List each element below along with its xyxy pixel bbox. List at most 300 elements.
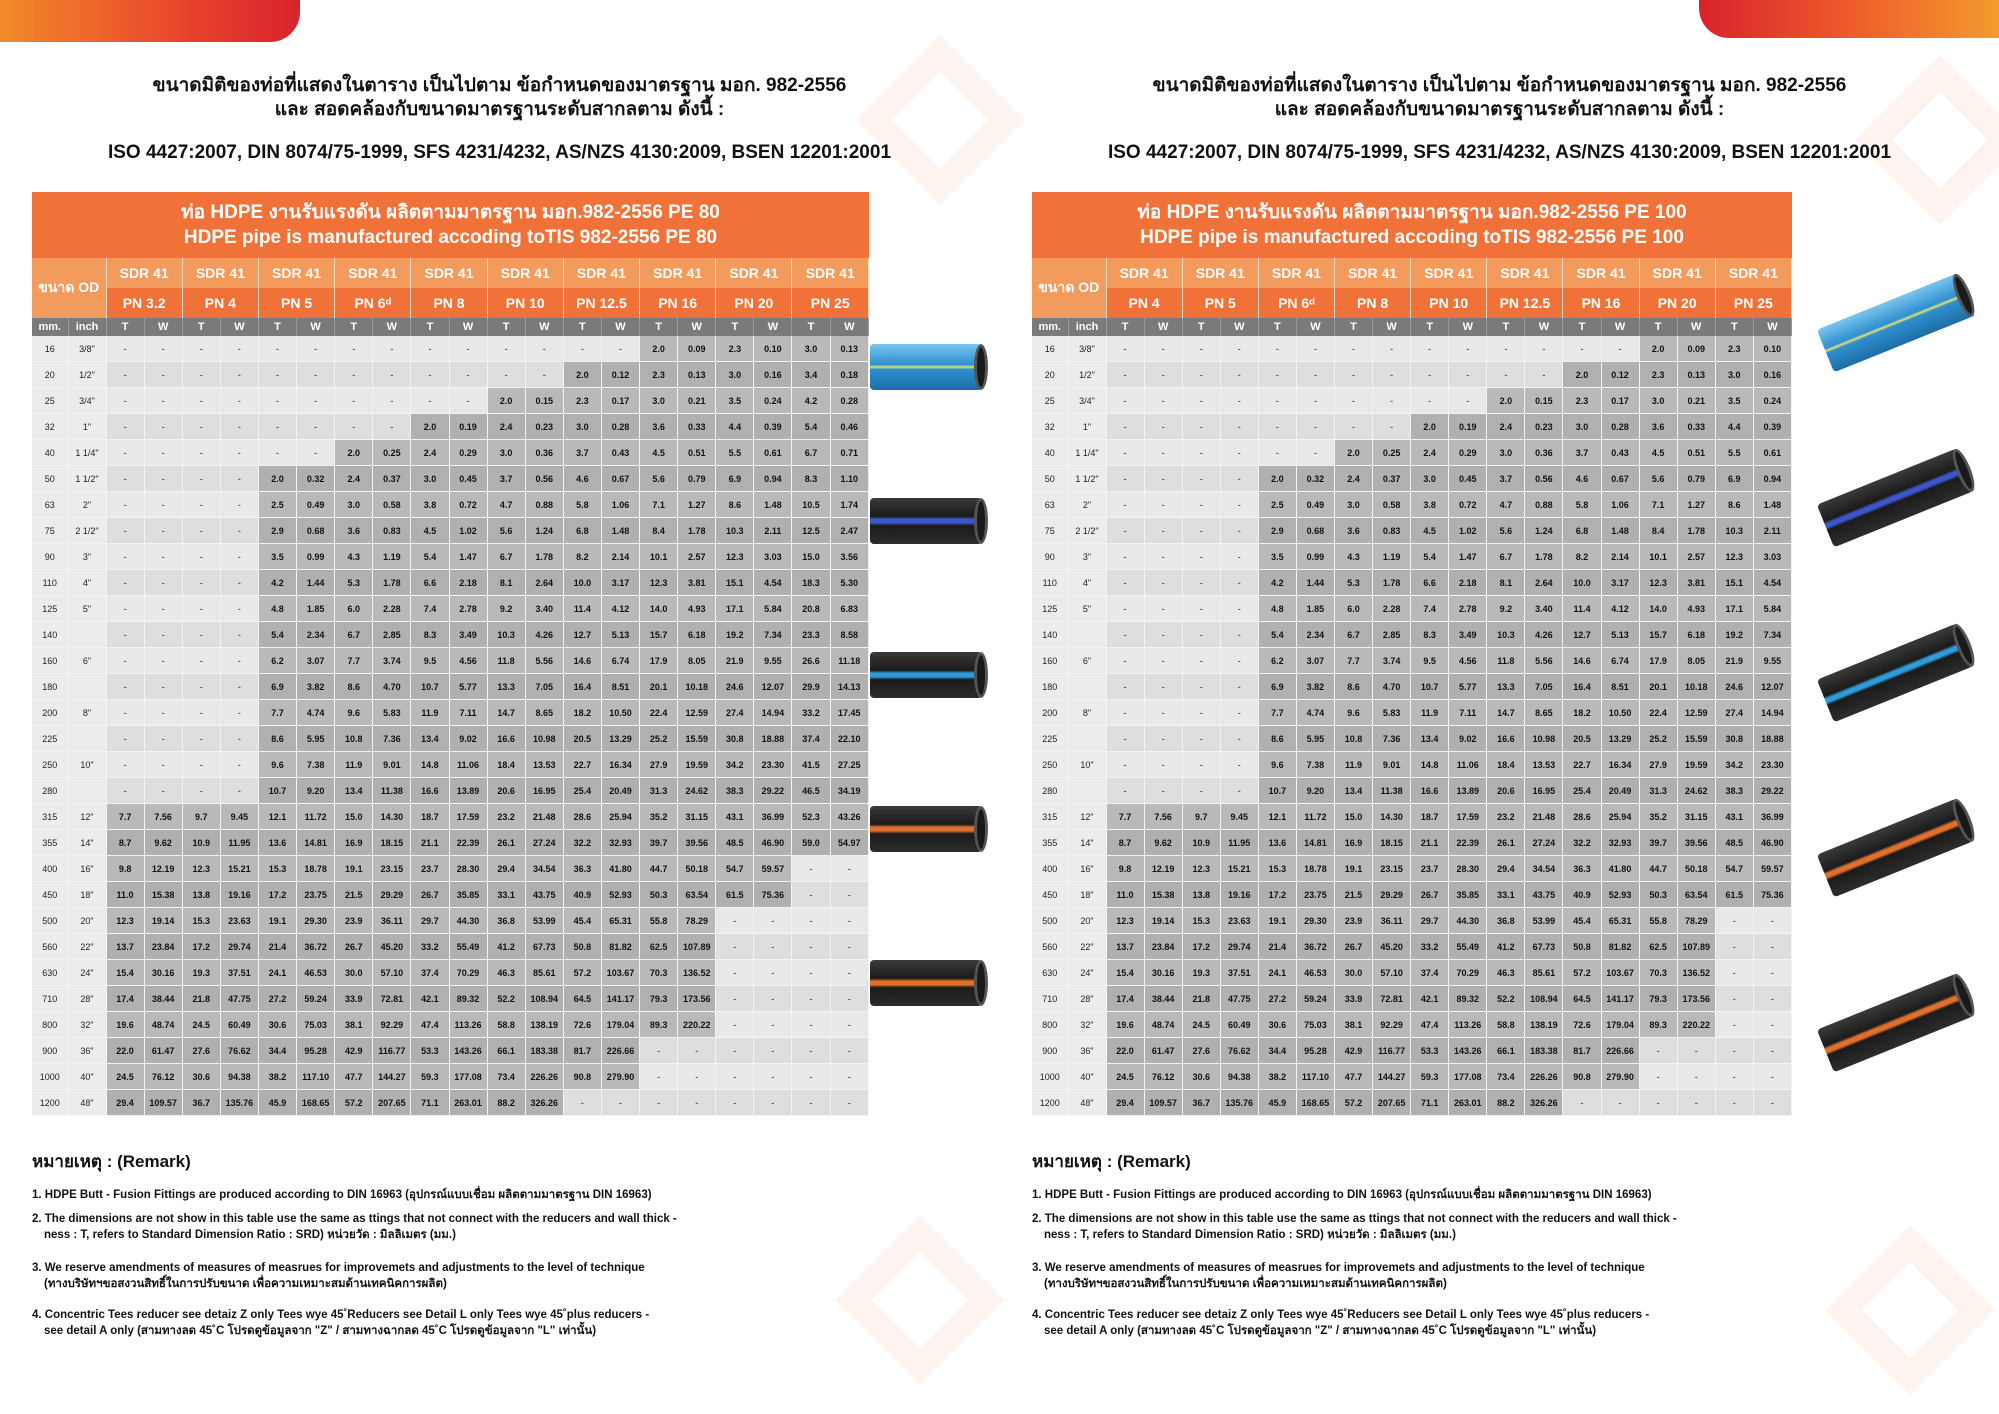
weight-header: W <box>1220 318 1258 336</box>
table-cell: 3.0 <box>716 362 754 388</box>
table-cell: 40.9 <box>1563 882 1601 908</box>
table-cell: 53.99 <box>1525 908 1563 934</box>
table-cell: 66.1 <box>487 1038 525 1064</box>
table-cell: - <box>678 1064 716 1090</box>
pn-label: PN 12.5 <box>1487 288 1563 318</box>
table-cell: 29.22 <box>754 778 792 804</box>
table-cell: 19.14 <box>144 908 182 934</box>
od-inch-cell: 20" <box>1068 908 1106 934</box>
table-cell: 1.19 <box>373 544 411 570</box>
table-cell: 168.65 <box>297 1090 335 1116</box>
table-cell: 3.56 <box>830 544 868 570</box>
table-cell: - <box>220 674 258 700</box>
table-cell: 3.7 <box>1487 466 1525 492</box>
thickness-header: T <box>106 318 144 336</box>
sdr-label: SDR 41 <box>182 258 258 288</box>
table-cell: 10.8 <box>1334 726 1372 752</box>
table-cell: - <box>1753 1012 1791 1038</box>
remark-line: 3. We reserve amendments of measures of measrues for improvemets and adjustments to the level of technique <box>32 1262 645 1274</box>
table-cell: 8.05 <box>678 648 716 674</box>
table-cell: 20.8 <box>792 596 830 622</box>
table-cell: 2.11 <box>754 518 792 544</box>
table-cell: 61.5 <box>1715 882 1753 908</box>
table-cell: 29.29 <box>373 882 411 908</box>
table-cell: 31.15 <box>1677 804 1715 830</box>
table-cell: 30.16 <box>144 960 182 986</box>
table-cell: - <box>144 674 182 700</box>
table-cell: 20.6 <box>1487 778 1525 804</box>
table-cell: 32.93 <box>601 830 639 856</box>
table-row <box>1032 414 1792 440</box>
remark-line: (ทางบริษัทฯขอสงวนสิทธิ์ในการปรับขนาด เพื่อความเหมาะสมด้านเทคนิคการผลิต) <box>1044 1278 1447 1290</box>
table-cell: 27.6 <box>182 1038 220 1064</box>
table-cell: 1.44 <box>297 570 335 596</box>
table-cell: 23.2 <box>1487 804 1525 830</box>
table-cell: 22.4 <box>1639 700 1677 726</box>
table-cell: 136.52 <box>678 960 716 986</box>
remark-line: 2. The dimensions are not show in this table use the same as ttings that not connect with the reducers and wall thick - <box>32 1213 677 1225</box>
od-mm-cell: 450 <box>32 882 68 908</box>
table-cell: - <box>1182 336 1220 362</box>
table-cell: 36.11 <box>373 908 411 934</box>
table-cell: 0.33 <box>678 414 716 440</box>
table-cell: 6.7 <box>1487 544 1525 570</box>
table-cell: - <box>258 414 296 440</box>
table-row <box>32 1012 869 1038</box>
page-pe80 <box>0 0 999 1414</box>
table-cell: 22.0 <box>1106 1038 1144 1064</box>
table-cell: 4.5 <box>411 518 449 544</box>
od-mm-cell: 560 <box>1032 934 1068 960</box>
table-cell: 6.9 <box>1715 466 1753 492</box>
table-cell: - <box>1715 960 1753 986</box>
table-row <box>1032 492 1792 518</box>
table-cell: - <box>1144 414 1182 440</box>
od-mm-cell: 50 <box>32 466 68 492</box>
table-cell: 2.0 <box>1258 466 1296 492</box>
table-title-thai: ท่อ HDPE งานรับแรงดัน ผลิตตามมาตรฐาน มอก.982-2556 PE 100 <box>1137 202 1687 223</box>
table-row <box>32 544 869 570</box>
table-cell: - <box>144 440 182 466</box>
table-cell: - <box>106 362 144 388</box>
remark-line: 1. HDPE Butt - Fusion Fittings are produced according to DIN 16963 (อุปกรณ์แบบเชื่อม ผลิตตามมาตรฐาน DIN 16963) <box>1032 1189 1652 1201</box>
table-cell: 11.72 <box>297 804 335 830</box>
table-cell: - <box>1144 648 1182 674</box>
table-cell: 37.51 <box>1220 960 1258 986</box>
table-cell: 0.94 <box>1753 466 1791 492</box>
table-cell: - <box>1182 362 1220 388</box>
table-cell: 29.29 <box>1373 882 1411 908</box>
od-inch-cell: 1 1/4" <box>1068 440 1106 466</box>
table-cell: 23.15 <box>1373 856 1411 882</box>
table-cell: 9.55 <box>754 648 792 674</box>
table-cell: 7.7 <box>1258 700 1296 726</box>
table-cell: 107.89 <box>678 934 716 960</box>
table-cell: 0.32 <box>1296 466 1334 492</box>
table-cell: 0.10 <box>1753 336 1791 362</box>
table-row <box>1032 726 1792 752</box>
table-cell: 6.8 <box>1563 518 1601 544</box>
weight-header: W <box>1296 318 1334 336</box>
table-cell: 54.97 <box>830 830 868 856</box>
table-cell: 2.0 <box>1487 388 1525 414</box>
table-cell: 3.6 <box>1639 414 1677 440</box>
table-cell: - <box>1373 362 1411 388</box>
od-mm-cell: 75 <box>32 518 68 544</box>
table-cell: - <box>1639 1038 1677 1064</box>
table-cell: 13.53 <box>525 752 563 778</box>
table-cell: 2.0 <box>640 336 678 362</box>
table-cell: - <box>1753 960 1791 986</box>
table-cell: 3.07 <box>1296 648 1334 674</box>
table-cell: 11.9 <box>1334 752 1372 778</box>
table-cell: 28.30 <box>449 856 487 882</box>
table-cell: 5.8 <box>1563 492 1601 518</box>
table-cell: - <box>1144 570 1182 596</box>
table-cell: 36.8 <box>487 908 525 934</box>
table-cell: - <box>601 1090 639 1116</box>
remark-line: ness : T, refers to Standard Dimension Ratio : SRD) หน่วยวัด : มิลลิเมตร (มม.) <box>44 1229 456 1241</box>
table-cell: 50.3 <box>1639 882 1677 908</box>
table-cell: 18.78 <box>297 856 335 882</box>
table-cell: 35.85 <box>1449 882 1487 908</box>
table-cell: 50.18 <box>1677 856 1715 882</box>
table-cell: 89.32 <box>449 986 487 1012</box>
table-cell: 3.49 <box>1449 622 1487 648</box>
table-cell: 19.1 <box>258 908 296 934</box>
thickness-header: T <box>1182 318 1220 336</box>
table-cell: 14.94 <box>1753 700 1791 726</box>
table-cell: 8.3 <box>1411 622 1449 648</box>
table-cell: 220.22 <box>678 1012 716 1038</box>
iso-standards: ISO 4427:2007, DIN 8074/75-1999, SFS 4231/4232, AS/NZS 4130:2009, BSEN 12201:2001 <box>1107 142 1892 163</box>
table-cell: 36.8 <box>1487 908 1525 934</box>
table-cell: 61.5 <box>716 882 754 908</box>
table-cell: 6.18 <box>678 622 716 648</box>
table-cell: 14.7 <box>487 700 525 726</box>
table-cell: 4.70 <box>373 674 411 700</box>
table-cell: 143.26 <box>449 1038 487 1064</box>
table-cell: 0.16 <box>1753 362 1791 388</box>
table-cell: 4.3 <box>1334 544 1372 570</box>
table-row <box>1032 960 1792 986</box>
table-cell: 26.7 <box>335 934 373 960</box>
table-cell: 3.8 <box>1411 492 1449 518</box>
table-cell: 5.3 <box>335 570 373 596</box>
table-cell: 4.93 <box>678 596 716 622</box>
table-cell: - <box>144 570 182 596</box>
table-cell: 63.54 <box>678 882 716 908</box>
table-cell: 263.01 <box>1449 1090 1487 1116</box>
table-cell: 61.47 <box>144 1038 182 1064</box>
table-cell: - <box>1334 362 1372 388</box>
table-cell: 30.6 <box>1258 1012 1296 1038</box>
iso-standards: ISO 4427:2007, DIN 8074/75-1999, SFS 4231/4232, AS/NZS 4130:2009, BSEN 12201:2001 <box>107 142 892 163</box>
table-cell: 1.85 <box>297 596 335 622</box>
weight-header: W <box>601 318 639 336</box>
table-cell: - <box>335 414 373 440</box>
table-cell: 11.8 <box>487 648 525 674</box>
table-cell: 36.11 <box>1373 908 1411 934</box>
od-mm-cell: 16 <box>32 336 68 362</box>
table-cell: - <box>1182 414 1220 440</box>
table-cell: 3.49 <box>449 622 487 648</box>
od-mm-cell: 25 <box>1032 388 1068 414</box>
table-cell: - <box>220 570 258 596</box>
table-cell: 0.67 <box>1601 466 1639 492</box>
pn-label: PN 5 <box>1182 288 1258 318</box>
table-cell: 2.3 <box>1715 336 1753 362</box>
table-cell: - <box>1753 1064 1791 1090</box>
thickness-header: T <box>716 318 754 336</box>
od-mm-cell: 125 <box>1032 596 1068 622</box>
remark-title: หมายเหตุ : (Remark) <box>1032 1152 1191 1171</box>
thickness-header: T <box>640 318 678 336</box>
table-cell: 3.07 <box>297 648 335 674</box>
table-cell: 0.29 <box>1449 440 1487 466</box>
table-cell: 0.49 <box>1296 492 1334 518</box>
table-cell: 1.78 <box>525 544 563 570</box>
od-inch-cell: 40" <box>68 1064 106 1090</box>
od-mm-cell: 160 <box>1032 648 1068 674</box>
table-cell: 30.6 <box>1182 1064 1220 1090</box>
table-cell: 65.31 <box>601 908 639 934</box>
table-cell: 15.3 <box>1182 908 1220 934</box>
od-inch-cell: 1" <box>1068 414 1106 440</box>
table-cell: - <box>1106 544 1144 570</box>
table-cell: - <box>1601 336 1639 362</box>
table-cell: 8.6 <box>258 726 296 752</box>
table-cell: 9.5 <box>1411 648 1449 674</box>
table-cell: 10.50 <box>601 700 639 726</box>
remark-line: (ทางบริษัทฯขอสงวนสิทธิ์ในการปรับขนาด เพื่อความเหมาะสมด้านเทคนิคการผลิต) <box>44 1278 447 1290</box>
od-mm-cell: 160 <box>32 648 68 674</box>
table-cell: 36.72 <box>297 934 335 960</box>
od-header: ขนาด OD <box>1032 258 1106 318</box>
table-cell: 2.18 <box>449 570 487 596</box>
table-cell: 8.51 <box>601 674 639 700</box>
remark-line: ness : T, refers to Standard Dimension Ratio : SRD) หน่วยวัด : มิลลิเมตร (มม.) <box>1044 1229 1456 1241</box>
table-cell: 16.6 <box>487 726 525 752</box>
table-cell: - <box>106 752 144 778</box>
table-cell: 44.7 <box>1639 856 1677 882</box>
table-cell: 38.44 <box>144 986 182 1012</box>
table-cell: - <box>1144 700 1182 726</box>
table-cell: - <box>182 466 220 492</box>
table-cell: 8.7 <box>1106 830 1144 856</box>
table-cell: 31.3 <box>640 778 678 804</box>
table-cell: 19.16 <box>1220 882 1258 908</box>
table-cell: 3.82 <box>1296 674 1334 700</box>
table-cell: 21.48 <box>525 804 563 830</box>
table-cell: 10.7 <box>258 778 296 804</box>
table-cell: - <box>1144 336 1182 362</box>
table-cell: 2.9 <box>1258 518 1296 544</box>
table-cell: 43.75 <box>1525 882 1563 908</box>
table-cell: 7.56 <box>1144 804 1182 830</box>
pipe-illustration <box>870 344 982 390</box>
od-mm-cell: 560 <box>32 934 68 960</box>
table-cell: 35.85 <box>449 882 487 908</box>
table-cell: 17.2 <box>182 934 220 960</box>
weight-header: W <box>1449 318 1487 336</box>
table-cell: 13.4 <box>335 778 373 804</box>
od-mm-cell: 800 <box>32 1012 68 1038</box>
remark-line: 3. We reserve amendments of measures of measrues for improvemets and adjustments to the level of technique <box>1032 1262 1645 1274</box>
table-cell: 4.5 <box>1411 518 1449 544</box>
table-cell: - <box>220 622 258 648</box>
table-cell: - <box>1334 336 1372 362</box>
table-cell: 38.3 <box>716 778 754 804</box>
table-cell: 10.3 <box>1487 622 1525 648</box>
table-cell: 13.29 <box>1601 726 1639 752</box>
od-mm-cell: 63 <box>32 492 68 518</box>
table-cell: 12.7 <box>1563 622 1601 648</box>
table-cell: 7.34 <box>754 622 792 648</box>
table-cell: 116.77 <box>1373 1038 1411 1064</box>
table-cell: 4.6 <box>1563 466 1601 492</box>
standard-header-line2: และ สอดคล้องกับขนาดมาตรฐานระดับสากลตาม ดังนี้ : <box>1274 99 1725 120</box>
table-cell: - <box>411 362 449 388</box>
table-cell: 38.3 <box>1715 778 1753 804</box>
table-cell: 6.74 <box>601 648 639 674</box>
od-inch-cell <box>1068 726 1106 752</box>
table-cell: 19.2 <box>1715 622 1753 648</box>
table-cell: 1.06 <box>601 492 639 518</box>
table-cell: 3.40 <box>525 596 563 622</box>
table-cell: - <box>1563 336 1601 362</box>
table-cell: 4.5 <box>1639 440 1677 466</box>
od-mm-cell: 400 <box>32 856 68 882</box>
table-cell: 2.78 <box>449 596 487 622</box>
table-cell: 8.6 <box>1258 726 1296 752</box>
table-cell: 10.7 <box>1411 674 1449 700</box>
table-cell: - <box>1296 414 1334 440</box>
table-cell: 35.2 <box>640 804 678 830</box>
table-cell: - <box>1677 1064 1715 1090</box>
table-row <box>32 700 869 726</box>
table-cell: 10.3 <box>1715 518 1753 544</box>
table-cell: 23.30 <box>1753 752 1791 778</box>
table-cell: - <box>754 986 792 1012</box>
table-cell: 16.34 <box>1601 752 1639 778</box>
sdr-label: SDR 41 <box>1411 258 1487 288</box>
table-cell: 35.2 <box>1639 804 1677 830</box>
pn-header-row <box>1032 288 1792 318</box>
table-cell: - <box>182 518 220 544</box>
table-cell: 0.45 <box>1449 466 1487 492</box>
table-cell: 73.4 <box>487 1064 525 1090</box>
table-cell: 29.74 <box>220 934 258 960</box>
table-cell: - <box>1106 674 1144 700</box>
table-cell: - <box>144 622 182 648</box>
table-cell: 75.03 <box>1296 1012 1334 1038</box>
table-cell: 136.52 <box>1677 960 1715 986</box>
table-cell: 0.67 <box>601 466 639 492</box>
table-row <box>32 986 869 1012</box>
table-cell: 138.19 <box>1525 1012 1563 1038</box>
table-row <box>1032 1038 1792 1064</box>
table-cell: 7.1 <box>1639 492 1677 518</box>
table-cell: 3.0 <box>1487 440 1525 466</box>
table-cell: 37.51 <box>220 960 258 986</box>
table-cell: 59.0 <box>792 830 830 856</box>
table-cell: 0.56 <box>525 466 563 492</box>
table-cell: 20.49 <box>601 778 639 804</box>
table-cell: 3.6 <box>335 518 373 544</box>
table-cell: - <box>220 440 258 466</box>
table-cell: 29.74 <box>1220 934 1258 960</box>
table-cell: - <box>1144 752 1182 778</box>
table-cell: 3.0 <box>411 466 449 492</box>
table-cell: - <box>1449 388 1487 414</box>
table-cell: 45.20 <box>1373 934 1411 960</box>
table-cell: - <box>1144 596 1182 622</box>
table-cell: 12.3 <box>1182 856 1220 882</box>
table-row <box>32 362 869 388</box>
table-cell: 37.4 <box>792 726 830 752</box>
table-cell: 46.3 <box>487 960 525 986</box>
table-cell: 5.6 <box>487 518 525 544</box>
table-cell: - <box>754 960 792 986</box>
table-cell: 17.1 <box>716 596 754 622</box>
od-inch-cell: 28" <box>68 986 106 1012</box>
od-inch-cell: 3/4" <box>1068 388 1106 414</box>
table-cell: 39.56 <box>1677 830 1715 856</box>
table-cell: - <box>182 440 220 466</box>
table-cell: 6.8 <box>563 518 601 544</box>
table-cell: 14.94 <box>754 700 792 726</box>
table-cell: 0.18 <box>830 362 868 388</box>
table-cell: - <box>449 362 487 388</box>
od-mm-cell: 710 <box>32 986 68 1012</box>
table-cell: 9.7 <box>1182 804 1220 830</box>
od-mm-cell: 16 <box>1032 336 1068 362</box>
od-mm-cell: 140 <box>32 622 68 648</box>
table-cell: 36.7 <box>182 1090 220 1116</box>
table-row <box>1032 674 1792 700</box>
table-cell: 8.65 <box>1525 700 1563 726</box>
table-cell: 143.26 <box>1449 1038 1487 1064</box>
table-cell: 54.7 <box>1715 856 1753 882</box>
table-cell: 17.2 <box>1182 934 1220 960</box>
remark-line: 1. HDPE Butt - Fusion Fittings are produced according to DIN 16963 (อุปกรณ์แบบเชื่อม ผลิตตามมาตรฐาน DIN 16963) <box>32 1189 652 1201</box>
od-mm-cell: 500 <box>1032 908 1068 934</box>
table-cell: - <box>716 934 754 960</box>
table-row <box>1032 804 1792 830</box>
pipe-illustration <box>870 498 982 544</box>
table-cell: - <box>258 362 296 388</box>
table-cell: 1.27 <box>678 492 716 518</box>
table-cell: 23.63 <box>220 908 258 934</box>
table-cell: - <box>1106 466 1144 492</box>
table-cell: 6.7 <box>335 622 373 648</box>
table-cell: 7.4 <box>411 596 449 622</box>
table-cell: - <box>678 1038 716 1064</box>
table-cell: - <box>297 440 335 466</box>
table-row <box>32 1090 869 1116</box>
table-cell: 47.75 <box>220 986 258 1012</box>
table-cell: 7.11 <box>449 700 487 726</box>
table-cell: 44.30 <box>1449 908 1487 934</box>
table-cell: - <box>1296 440 1334 466</box>
od-inch-cell: 3/8" <box>68 336 106 362</box>
table-cell: 16.9 <box>335 830 373 856</box>
table-cell: 14.8 <box>411 752 449 778</box>
table-cell: - <box>640 1038 678 1064</box>
table-cell: 9.45 <box>220 804 258 830</box>
table-cell: 19.1 <box>1258 908 1296 934</box>
